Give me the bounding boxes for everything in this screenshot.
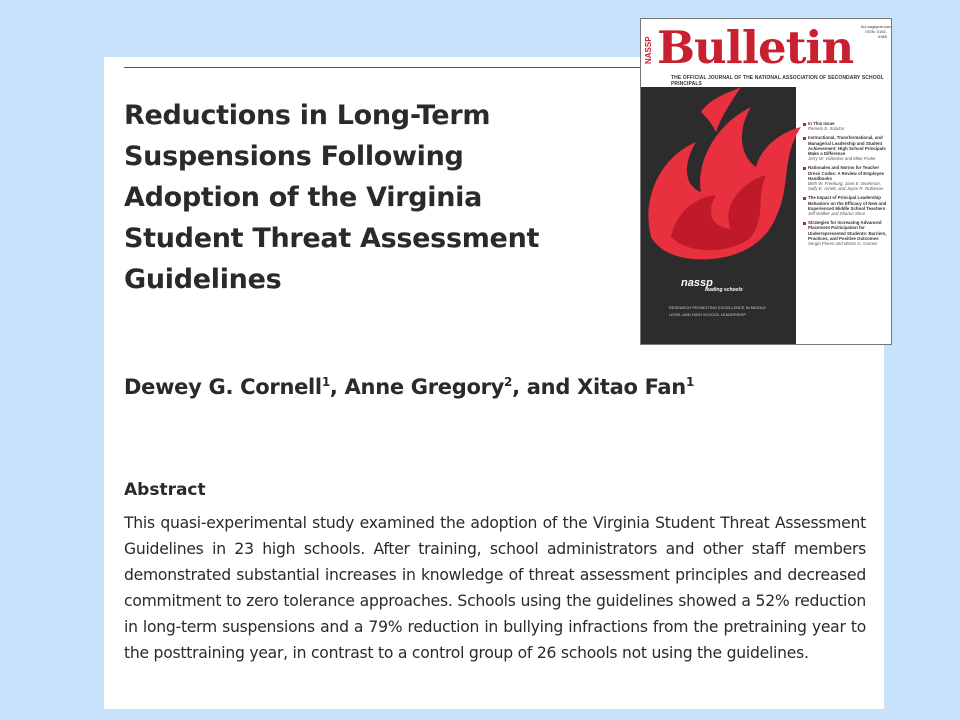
cover-subtitle: THE OFFICIAL JOURNAL OF THE NATIONAL ASSOCIATION OF SECONDARY SCHOOL PRINCIPALS xyxy=(671,75,884,87)
abstract-text: This quasi-experimental study examined the adoption of the Virginia Student Threat Assessment Guidelines in 23 high schools. After training, school administrators and other staff members demonstrated substantial increases in knowledge of threat assessment principles and decreased commitment to zero tolerance approaches. Schools using the guidelines showed a 52% reduction in long-term suspensions and a 79% reduction in bullying infractions from the pretraining year to the posttraining year, in contrast to a control group of 26 schools not using the guidelines. xyxy=(124,514,866,662)
toc-item-authors: Pamela S. Salazar xyxy=(808,126,845,132)
toc-item-title: The Impact of Principal Leadership Behaviors on the Efficacy of New and Experienced Middle School Teachers xyxy=(808,195,887,211)
author-affiliation: 1 xyxy=(685,375,694,389)
author-affiliation: 1 xyxy=(321,375,330,389)
toc-item-title: Rationales and Norms for Teacher Dress Codes: A Review of Employee Handbooks xyxy=(808,165,885,181)
toc-item xyxy=(803,220,887,246)
author-separator: , xyxy=(329,375,345,399)
author-separator: , and xyxy=(512,375,578,399)
toc-item xyxy=(803,165,887,191)
article-title: Reductions in Long-Term Suspensions Following Adoption of the Virginia Student Threat Assessment Guidelines xyxy=(124,100,540,295)
toc-item xyxy=(803,121,887,131)
toc-item-title: In This Issue xyxy=(808,121,835,126)
toc-item xyxy=(803,135,887,161)
nassp-logo xyxy=(681,277,751,299)
cover-table-of-contents xyxy=(803,121,887,250)
abstract-heading: Abstract xyxy=(124,480,206,500)
cover-title: Bulletin xyxy=(657,21,854,74)
flame-illustration xyxy=(641,87,806,277)
cover-issn: bul.sagepub.com ISSN: 0192-6365 xyxy=(861,24,892,39)
author-list xyxy=(124,375,694,399)
cover-vertical-label: NASSP xyxy=(644,36,653,64)
logo-tagline: leading schools xyxy=(705,287,743,293)
journal-cover xyxy=(640,18,892,345)
cover-footer-text: RESEARCH PROMOTING EXCELLENCE IN MIDDLE LEVEL AND HIGH SCHOOL LEADERSHIP xyxy=(669,305,766,317)
toc-item-authors: Sergio Flores and Martin G. Gomez xyxy=(808,241,878,247)
toc-item xyxy=(803,195,887,216)
toc-item-authors: Jeff Walker and Sharon Slear xyxy=(808,211,866,217)
author-name: Xitao Fan xyxy=(577,375,686,399)
toc-item-title: Strategies for Increasing Advanced Placement Participation for Underrepresented Students: Barriers, Practices, and Positive Outcomes xyxy=(808,220,887,241)
author-name: Dewey G. Cornell xyxy=(124,375,322,399)
toc-item-authors: Beth W. Freeburg, Jane E. Workman, Sally E. Arnett, and Joyce R. Robinson xyxy=(808,181,884,192)
logo-text: nassp xyxy=(681,277,713,289)
author-name: Anne Gregory xyxy=(344,375,505,399)
top-rule xyxy=(124,67,664,68)
toc-item-title: Instructional, Transformational, and Managerial Leadership and Student Achievement: High School Principals Make a Difference xyxy=(808,135,886,157)
toc-item-authors: Jerry W. Valentine and Mike Prater xyxy=(808,156,876,162)
author-affiliation: 2 xyxy=(504,375,513,389)
